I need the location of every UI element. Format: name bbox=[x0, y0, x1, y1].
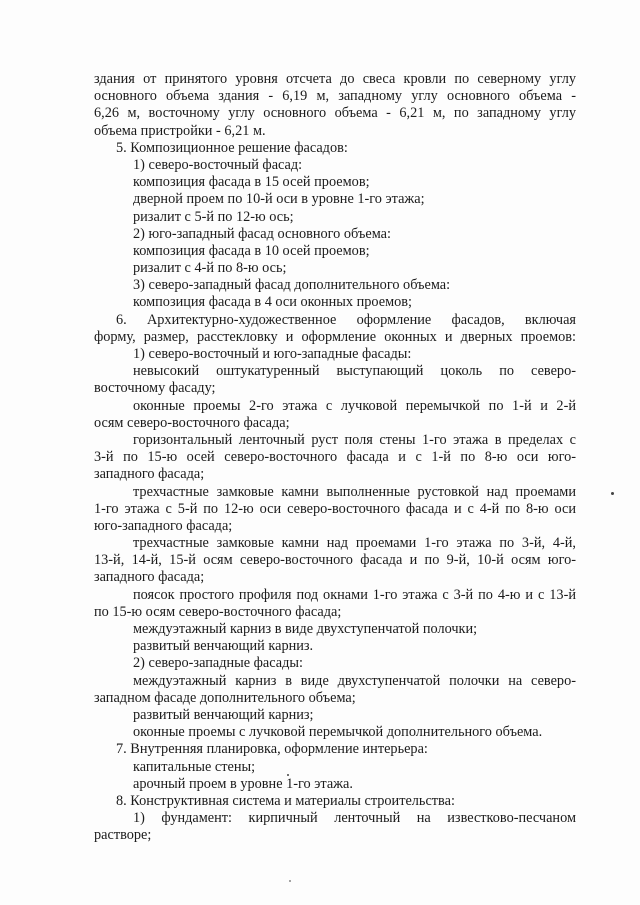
text-line: основного объема здания - 6,19 м, западному углу основного объема - bbox=[94, 88, 576, 105]
text-line: 1) северо-восточный и юго-западные фасады: bbox=[133, 346, 412, 362]
scan-speck bbox=[611, 492, 614, 495]
text-line: развитый венчающий карниз. bbox=[133, 638, 314, 655]
text-line: 5. Композиционное решение фасадов: bbox=[116, 139, 348, 156]
text-line: 6,26 м, восточному углу основного объема - 6,21 м, по западному углу bbox=[94, 105, 576, 122]
text-line: 1) фундамент: кирпичный ленточный на известково-песчаном bbox=[133, 810, 576, 827]
text-line: 13-й, 14-й, 15-й осям северо-восточного фасада и по 9-й, 10-й осям юго- bbox=[94, 552, 576, 569]
text-line: здания от принятого уровня отсчета до свеса кровли по северному углу bbox=[94, 71, 576, 87]
document-body bbox=[94, 71, 576, 844]
text-line: форму, размер, расстекловку и оформление оконных и дверных проемов: bbox=[94, 328, 576, 345]
text-line: композиция фасада в 4 оси оконных проемов; bbox=[133, 294, 413, 311]
text-line: композиция фасада в 15 осей проемов; bbox=[133, 174, 370, 191]
text-line: невысокий оштукатуренный выступающий цоколь по северо- bbox=[133, 363, 576, 380]
text-line: 6. Архитектурно-художественное оформление фасадов, включая bbox=[116, 311, 576, 328]
text-line: 1) северо-восточный фасад: bbox=[133, 156, 303, 173]
text-line: трехчастные замковые камни над проемами 1-го этажа по 3-й, 4-й, bbox=[133, 535, 576, 552]
text-line: оконные проемы 2-го этажа с лучковой перемычкой по 1-й и 2-й bbox=[133, 397, 576, 414]
text-line: 2) юго-западный фасад основного объема: bbox=[133, 225, 391, 242]
text-line: 8. Конструктивная система и материалы строительства: bbox=[116, 792, 455, 809]
text-line: оконные проемы с лучковой перемычкой дополнительного объема. bbox=[133, 724, 543, 741]
text-line: объема пристройки - 6,21 м. bbox=[94, 122, 266, 139]
scan-speck bbox=[289, 880, 291, 882]
text-line: осям северо-восточного фасада; bbox=[94, 414, 290, 431]
text-line: композиция фасада в 10 осей проемов; bbox=[133, 242, 370, 259]
text-line: междуэтажный карниз в виде двухступенчатой полочки на северо- bbox=[133, 672, 576, 689]
text-line: горизонтальный ленточный руст поля стены 1-го этажа в пределах с bbox=[133, 431, 576, 448]
text-line: юго-западного фасада; bbox=[94, 517, 233, 534]
text-line: ризалит с 4-й по 8-ю ось; bbox=[133, 260, 287, 277]
text-line: развитый венчающий карниз; bbox=[133, 706, 314, 723]
text-line: 1-го этажа с 5-й по 12-ю оси северо-восточного фасада и с 4-й по 8-ю оси bbox=[94, 500, 576, 517]
text-line: западного фасада; bbox=[94, 569, 205, 586]
text-line: 3) северо-западный фасад дополнительного объема: bbox=[133, 277, 451, 294]
text-line: ризалит с 5-й по 12-ю ось; bbox=[133, 208, 294, 225]
text-line: междуэтажный карниз в виде двухступенчатой полочки; bbox=[133, 621, 478, 637]
text-line: капитальные стены; bbox=[133, 758, 256, 775]
text-line: западного фасада; bbox=[94, 466, 205, 483]
scan-speck bbox=[287, 774, 289, 776]
text-line: поясок простого профиля под окнами 1-го этажа с 3-й по 4-ю и с 13-й bbox=[133, 586, 576, 603]
text-line: восточному фасаду; bbox=[94, 380, 216, 397]
text-line: растворе; bbox=[94, 827, 152, 844]
text-line: арочный проем в уровне 1-го этажа. bbox=[133, 775, 353, 792]
text-line: дверной проем по 10-й оси в уровне 1-го этажа; bbox=[133, 191, 425, 208]
text-line: по 15-ю осям северо-восточного фасада; bbox=[94, 603, 342, 620]
text-line: трехчастные замковые камни выполненные рустовкой над проемами bbox=[133, 483, 576, 500]
text-line: 7. Внутренняя планировка, оформление интерьера: bbox=[116, 741, 428, 758]
text-line: 2) северо-западные фасады: bbox=[133, 655, 303, 672]
text-line: 3-й по 15-ю осей северо-восточного фасада и с 1-й по 8-ю оси юго- bbox=[94, 449, 576, 466]
text-line: западном фасаде дополнительного объема; bbox=[94, 689, 356, 706]
